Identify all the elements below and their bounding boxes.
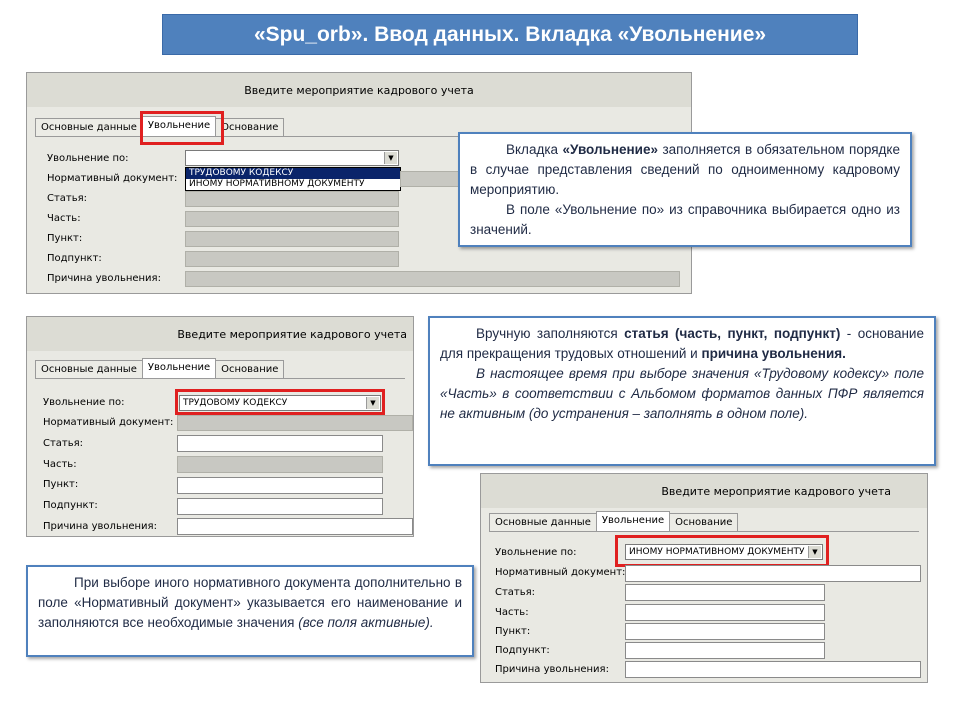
- highlight-frame: [140, 111, 224, 145]
- note-dismissal-tab: Вкладка «Увольнение» заполняется в обязательном порядке в случае представления сведений по одноименному кадровому мероприятию. В поле «Увольнение по» из справочника выбирается одно из значений.: [458, 132, 912, 247]
- reason-field[interactable]: [625, 661, 921, 678]
- normative-doc-field[interactable]: [625, 565, 921, 582]
- tab-basis[interactable]: Основание: [669, 513, 738, 532]
- label-dismissal-by: Увольнение по:: [47, 153, 129, 164]
- point-field[interactable]: [625, 623, 825, 640]
- label-reason: Причина увольнения:: [47, 273, 161, 284]
- subpoint-field[interactable]: [625, 642, 825, 659]
- form-window-2: [26, 316, 414, 537]
- dropdown-option[interactable]: ИНОМУ НОРМАТИВНОМУ ДОКУМЕНТУ: [189, 179, 365, 189]
- label-subpoint: Подпункт:: [495, 645, 550, 656]
- label-part: Часть:: [43, 459, 77, 470]
- window-header: Введите мероприятие кадрового учета: [27, 73, 691, 107]
- label-point: Пункт:: [43, 479, 79, 490]
- label-article: Статья:: [495, 587, 536, 598]
- slide-title: «Spu_orb». Ввод данных. Вкладка «Увольнение»: [162, 14, 858, 55]
- label-article: Статья:: [47, 193, 88, 204]
- point-field[interactable]: [177, 477, 383, 494]
- highlight-frame: [615, 535, 829, 567]
- article-field[interactable]: [625, 584, 825, 601]
- label-dismissal-by: Увольнение по:: [43, 397, 125, 408]
- label-normative-doc: Нормативный документ:: [495, 567, 626, 578]
- tab-dismissal[interactable]: Увольнение: [142, 358, 216, 379]
- subpoint-field[interactable]: [185, 251, 399, 267]
- dismissal-by-select[interactable]: [185, 150, 399, 166]
- tab-strip: [35, 361, 283, 379]
- highlight-frame: [175, 389, 385, 415]
- reason-field[interactable]: [185, 271, 680, 287]
- dismissal-by-select[interactable]: ИНОМУ НОРМАТИВНОМУ ДОКУМЕНТУ ▼: [625, 544, 823, 560]
- chevron-down-icon[interactable]: ▼: [808, 546, 821, 558]
- label-point: Пункт:: [47, 233, 83, 244]
- label-normative-doc: Нормативный документ:: [47, 173, 178, 184]
- tab-strip: [489, 514, 737, 532]
- part-field[interactable]: [625, 604, 825, 621]
- label-subpoint: Подпункт:: [47, 253, 102, 264]
- part-field[interactable]: [177, 456, 383, 473]
- normative-doc-field[interactable]: [177, 415, 413, 431]
- article-field[interactable]: [185, 191, 399, 207]
- tab-basis[interactable]: Основание: [215, 360, 284, 379]
- part-field[interactable]: [185, 211, 399, 227]
- dismissal-by-dropdown: [185, 167, 401, 191]
- label-reason: Причина увольнения:: [43, 521, 157, 532]
- dropdown-option[interactable]: ТРУДОВОМУ КОДЕКСУ: [186, 168, 400, 179]
- label-subpoint: Подпункт:: [43, 500, 98, 511]
- point-field[interactable]: [185, 231, 399, 247]
- article-field[interactable]: [177, 435, 383, 452]
- note-other-document: При выборе иного нормативного документа дополнительно в поле «Нормативный документ» указывается его наименование и заполняются все необходимые значения (все поля активные).: [26, 565, 474, 657]
- window-header: Введите мероприятие кадрового учета: [27, 317, 413, 351]
- tab-basis[interactable]: Основание: [215, 118, 284, 137]
- tab-main-data[interactable]: Основные данные: [35, 360, 143, 379]
- label-point: Пункт:: [495, 626, 531, 637]
- label-part: Часть:: [495, 607, 529, 618]
- chevron-down-icon[interactable]: ▼: [366, 397, 379, 409]
- label-dismissal-by: Увольнение по:: [495, 547, 577, 558]
- reason-field[interactable]: [177, 518, 413, 535]
- tab-main-data[interactable]: Основные данные: [489, 513, 597, 532]
- note-manual-fields: Вручную заполняются статья (часть, пункт, подпункт) - основание для прекращения трудовых отношений и причина увольнения. В настоящее время при выборе значения «Трудовому кодексу» поле «Часть» в соответствии с Альбомом форматов данных ПФР является не активным (до устранения – заполнять в одном поле).: [428, 316, 936, 466]
- window-header: Введите мероприятие кадрового учета: [481, 474, 927, 508]
- label-article: Статья:: [43, 438, 84, 449]
- dismissal-by-select[interactable]: ТРУДОВОМУ КОДЕКСУ ▼: [179, 395, 381, 411]
- label-reason: Причина увольнения:: [495, 664, 609, 675]
- label-part: Часть:: [47, 213, 81, 224]
- form-window-3: [480, 473, 928, 683]
- label-normative-doc: Нормативный документ:: [43, 417, 174, 428]
- tab-dismissal[interactable]: Увольнение: [142, 116, 216, 137]
- chevron-down-icon[interactable]: ▼: [384, 152, 397, 164]
- tab-main-data[interactable]: Основные данные: [35, 118, 143, 137]
- tab-dismissal[interactable]: Увольнение: [596, 511, 670, 532]
- subpoint-field[interactable]: [177, 498, 383, 515]
